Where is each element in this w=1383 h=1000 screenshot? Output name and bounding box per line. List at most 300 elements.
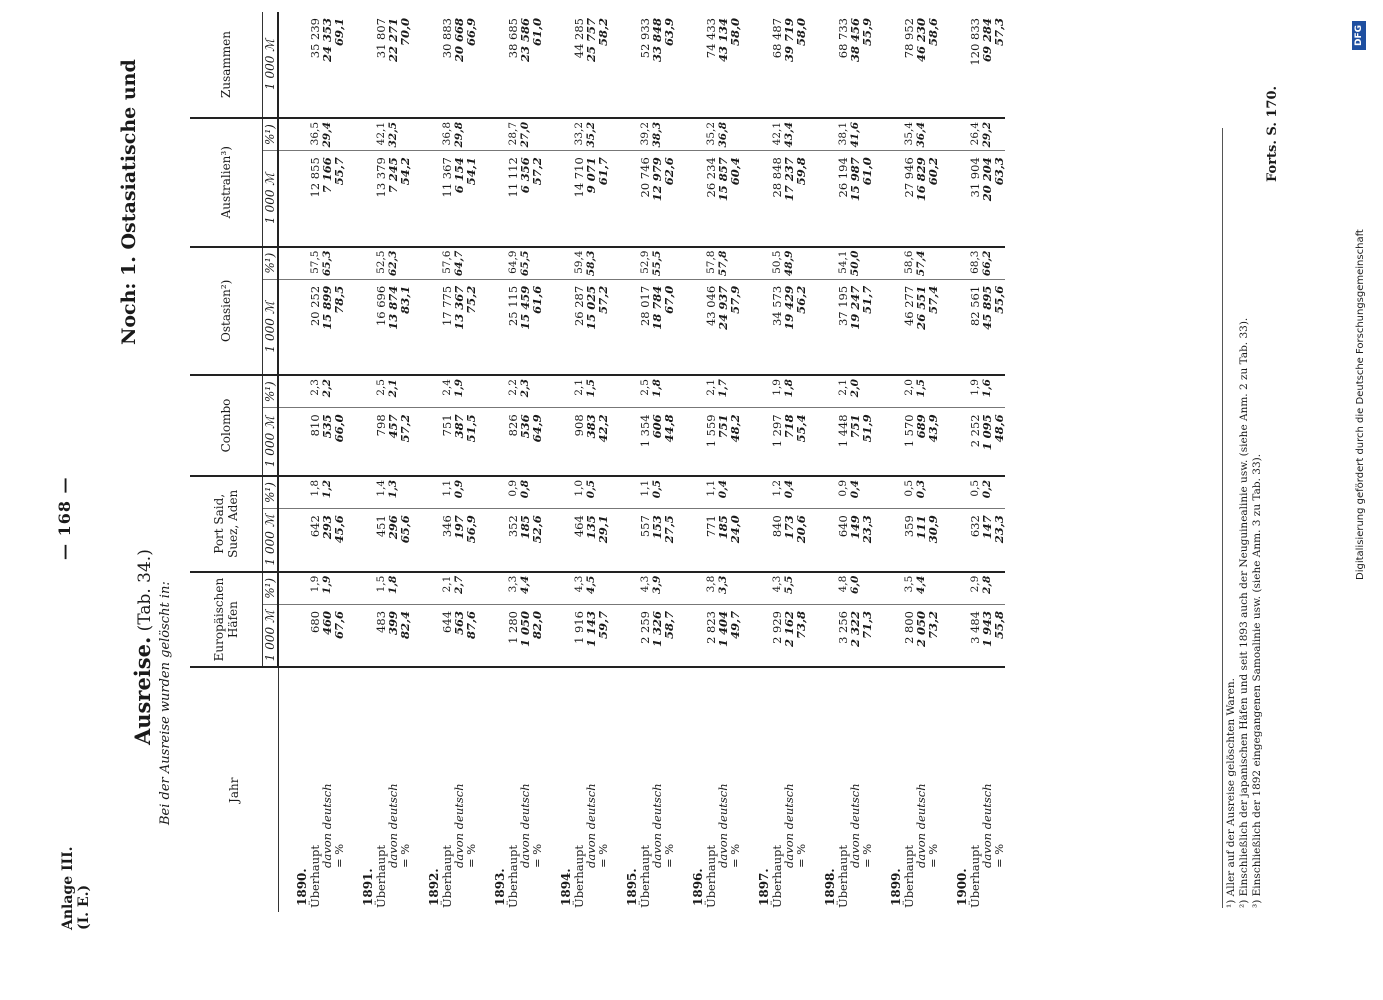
table-cell: 38 685 xyxy=(506,18,520,59)
table-cell: 35 239 xyxy=(308,18,322,59)
appendix-title: Anlage III. xyxy=(60,846,76,930)
table-row-total xyxy=(507,12,519,912)
table-cell: 73,2 xyxy=(927,604,939,667)
table-cell: 35,2 xyxy=(585,118,597,151)
table-cell: 36,8 xyxy=(441,118,453,151)
table-cell: 82 561 xyxy=(969,279,981,375)
subtitle-ref: (Tab. 34.) xyxy=(135,549,155,632)
table-cell: 28,7 xyxy=(507,118,519,151)
table-cell: 20 746 xyxy=(639,151,651,247)
table-cell: 798 xyxy=(375,408,387,476)
table-row-total xyxy=(573,12,585,912)
table-cell xyxy=(531,572,543,605)
table-cell xyxy=(795,247,807,280)
table-cell: 1,8 xyxy=(309,476,321,509)
table-cell: 43 046 xyxy=(705,279,717,375)
col-european-ports: Europäischen Häfen xyxy=(190,572,263,668)
table-cell: 75,2 xyxy=(465,279,477,375)
table-cell: 1,9 xyxy=(453,375,465,408)
table-cell: 58,0 xyxy=(794,18,808,47)
row-label-total: Überhaupt xyxy=(507,668,519,913)
table-cell: 57,3 xyxy=(992,18,1006,47)
table-cell xyxy=(333,247,345,280)
table-cell xyxy=(399,375,411,408)
table-cell: 1,7 xyxy=(717,375,729,408)
table-cell: 57,8 xyxy=(717,247,729,280)
table-cell: 5,5 xyxy=(783,572,795,605)
table-cell: 0,4 xyxy=(717,476,729,509)
table-cell: 11 112 xyxy=(507,151,519,247)
table-cell: 2,0 xyxy=(849,375,861,408)
table-cell: 71,3 xyxy=(861,604,873,667)
unit-value: 1 000 ℳ xyxy=(263,151,279,247)
table-cell xyxy=(729,247,741,280)
table-row-german xyxy=(915,12,927,912)
table-subtitle xyxy=(130,549,155,745)
table-cell xyxy=(531,118,543,151)
table-cell xyxy=(597,572,609,605)
year-label: 1893. xyxy=(477,668,507,913)
table-cell xyxy=(795,118,807,151)
table-row-pct xyxy=(993,12,1005,912)
table-cell: 6 154 xyxy=(453,151,465,247)
row-label-total: Überhaupt xyxy=(705,668,717,913)
table-cell xyxy=(399,476,411,509)
table-cell: 65,6 xyxy=(399,509,411,572)
col-australia: Australien³) xyxy=(190,118,263,247)
table-cell: 840 xyxy=(771,509,783,572)
table-row-german xyxy=(321,12,333,912)
table-cell: 2 800 xyxy=(903,604,915,667)
table-cell: 49,7 xyxy=(729,604,741,667)
table-cell: 1 943 xyxy=(981,604,993,667)
table-cell: 0,2 xyxy=(981,476,993,509)
year-label: 1894. xyxy=(543,668,573,913)
unit-value: 1 000 ℳ xyxy=(263,12,279,118)
table-cell: 2,1 xyxy=(837,375,849,408)
table-cell: 52,9 xyxy=(639,247,651,280)
digitization-note: Digitalisierung gefördert durch die Deutsche Forschungsgemeinschaft xyxy=(1355,229,1366,580)
table-cell: 3,5 xyxy=(903,572,915,605)
table-cell: 346 xyxy=(441,509,453,572)
table-cell: 2 322 xyxy=(849,604,861,667)
row-label-german: davon deutsch xyxy=(717,668,729,913)
table-cell: 54,1 xyxy=(837,247,849,280)
table-cell: 2,7 xyxy=(453,572,465,605)
row-label-pct: = % xyxy=(663,668,675,913)
row-label-total: Überhaupt xyxy=(903,668,915,913)
table-cell: 51,7 xyxy=(861,279,873,375)
table-cell: 2,1 xyxy=(573,375,585,408)
table-cell: 57,6 xyxy=(441,247,453,280)
table-cell: 1 095 xyxy=(981,408,993,476)
unit-value: 1 000 ℳ xyxy=(263,604,279,667)
table-cell: 197 xyxy=(453,509,465,572)
table-row-total xyxy=(837,12,849,912)
table-cell: 39,2 xyxy=(639,118,651,151)
table-cell: 31 904 xyxy=(969,151,981,247)
table-cell: 26,4 xyxy=(969,118,981,151)
table-cell: 48,6 xyxy=(993,408,1005,476)
table-cell xyxy=(531,247,543,280)
table-cell: 52,6 xyxy=(531,509,543,572)
page-number: — 168 — xyxy=(55,476,74,560)
table-cell: 9 071 xyxy=(585,151,597,247)
table-cell: 20 252 xyxy=(309,279,321,375)
table-cell: 63,3 xyxy=(993,151,1005,247)
table-cell: 55,9 xyxy=(860,18,874,47)
table-cell: 0,9 xyxy=(507,476,519,509)
table-cell xyxy=(729,118,741,151)
table-cell: 908 xyxy=(573,408,585,476)
table-cell: 1,1 xyxy=(441,476,453,509)
table-cell: 69 284 xyxy=(980,18,994,63)
row-label-german: davon deutsch xyxy=(783,668,795,913)
table-cell: 6,0 xyxy=(849,572,861,605)
table-cell: 62,6 xyxy=(663,151,675,247)
statistics-table xyxy=(190,12,1005,912)
table-cell: 58,6 xyxy=(926,18,940,47)
table-cell: 57,2 xyxy=(399,408,411,476)
table-cell: 352 xyxy=(507,509,519,572)
table-cell: 2,1 xyxy=(387,375,399,408)
table-cell: 30 883 xyxy=(440,18,454,59)
table-cell: 58,0 xyxy=(728,18,742,47)
table-cell: 0,4 xyxy=(783,476,795,509)
row-label-german: davon deutsch xyxy=(915,668,927,913)
table-cell: 51,5 xyxy=(465,408,477,476)
row-label-total: Überhaupt xyxy=(639,668,651,913)
year-label: 1899. xyxy=(873,668,903,913)
table-cell: 44 285 xyxy=(572,18,586,59)
table-cell: 20 668 xyxy=(452,18,466,63)
table-cell: 3 256 xyxy=(837,604,849,667)
table-cell xyxy=(729,476,741,509)
table-cell: 65,5 xyxy=(519,247,531,280)
table-cell: 43,9 xyxy=(927,408,939,476)
table-cell: 451 xyxy=(375,509,387,572)
table-cell xyxy=(333,118,345,151)
table-cell: 751 xyxy=(849,408,861,476)
table-cell: 24,0 xyxy=(729,509,741,572)
table-cell: 61,0 xyxy=(530,18,544,47)
unit-pct: %¹) xyxy=(263,247,279,280)
table-cell xyxy=(597,247,609,280)
table-cell: 1,5 xyxy=(585,375,597,408)
table-row-pct xyxy=(729,12,741,912)
table-cell: 43,4 xyxy=(783,118,795,151)
table-cell xyxy=(597,118,609,151)
year-label: 1896. xyxy=(675,668,705,913)
table-cell: 78,5 xyxy=(333,279,345,375)
table-row-german xyxy=(387,12,399,912)
table-cell: 1,9 xyxy=(321,572,333,605)
table-cell: 1,1 xyxy=(705,476,717,509)
table-cell: 293 xyxy=(321,509,333,572)
table-cell: 1,9 xyxy=(309,572,321,605)
table-cell: 680 xyxy=(309,604,321,667)
table-cell: 57,2 xyxy=(531,151,543,247)
table-cell xyxy=(333,476,345,509)
table-cell: 66,2 xyxy=(981,247,993,280)
table-cell: 7 166 xyxy=(321,151,333,247)
table-cell: 383 xyxy=(585,408,597,476)
table-cell: 2 259 xyxy=(639,604,651,667)
table-cell: 55,7 xyxy=(333,151,345,247)
table-cell xyxy=(729,572,741,605)
table-cell: 149 xyxy=(849,509,861,572)
table-cell: 68 487 xyxy=(770,18,784,59)
table-cell: 1,8 xyxy=(651,375,663,408)
table-cell: 4,3 xyxy=(771,572,783,605)
table-cell: 44,8 xyxy=(663,408,675,476)
table-cell: 1,2 xyxy=(771,476,783,509)
table-cell: 1 143 xyxy=(585,604,597,667)
table-cell: 57,2 xyxy=(597,279,609,375)
table-cell: 3 484 xyxy=(969,604,981,667)
table-row-total xyxy=(969,12,981,912)
year-label: 1898. xyxy=(807,668,837,913)
table-cell xyxy=(927,118,939,151)
table-cell: 58,3 xyxy=(585,247,597,280)
table-cell xyxy=(399,118,411,151)
table-row-german xyxy=(453,12,465,912)
table-cell: 0,9 xyxy=(837,476,849,509)
table-cell: 27,5 xyxy=(663,509,675,572)
table-cell xyxy=(531,375,543,408)
table-cell: 39 719 xyxy=(782,18,796,63)
table-cell: 63,9 xyxy=(662,18,676,47)
table-cell: 557 xyxy=(639,509,651,572)
table-cell xyxy=(465,118,477,151)
table-cell: 16 829 xyxy=(915,151,927,247)
table-cell: 29,4 xyxy=(321,118,333,151)
table-cell xyxy=(465,375,477,408)
table-cell: 32,5 xyxy=(387,118,399,151)
table-cell: 43 134 xyxy=(716,18,730,63)
table-cell xyxy=(795,375,807,408)
table-cell: 28 017 xyxy=(639,279,651,375)
table-cell: 185 xyxy=(519,509,531,572)
table-cell: 55,8 xyxy=(993,604,1005,667)
table-cell: 24 353 xyxy=(320,18,334,63)
table-cell: 24 937 xyxy=(717,279,729,375)
table-cell: 460 xyxy=(321,604,333,667)
table-cell: 718 xyxy=(783,408,795,476)
row-label-total: Überhaupt xyxy=(771,668,783,913)
table-cell: 1 916 xyxy=(573,604,585,667)
table-cell: 1,1 xyxy=(639,476,651,509)
table-cell: 535 xyxy=(321,408,333,476)
table-cell: 52,5 xyxy=(375,247,387,280)
row-label-pct: = % xyxy=(729,668,741,913)
table-cell: 3,8 xyxy=(705,572,717,605)
table-cell: 36,4 xyxy=(915,118,927,151)
table-cell: 1,4 xyxy=(375,476,387,509)
table-cell: 751 xyxy=(717,408,729,476)
table-cell: 457 xyxy=(387,408,399,476)
table-cell xyxy=(993,247,1005,280)
unit-value: 1 000 ℳ xyxy=(263,509,279,572)
table-cell: 57,9 xyxy=(729,279,741,375)
table-cell: 28 848 xyxy=(771,151,783,247)
table-cell: 185 xyxy=(717,509,729,572)
table-cell: 45 895 xyxy=(981,279,993,375)
table-row-pct xyxy=(663,12,675,912)
table-cell xyxy=(597,375,609,408)
col-colombo: Colombo xyxy=(190,375,263,476)
table-cell: 50,5 xyxy=(771,247,783,280)
table-cell: 0,5 xyxy=(903,476,915,509)
year-label: 1890. xyxy=(278,668,309,913)
year-label: 1892. xyxy=(411,668,441,913)
table-cell: 359 xyxy=(903,509,915,572)
table-cell: 4,4 xyxy=(519,572,531,605)
year-label: 1895. xyxy=(609,668,639,913)
table-cell: 55,4 xyxy=(795,408,807,476)
table-cell: 31 807 xyxy=(374,18,388,59)
table-cell xyxy=(927,476,939,509)
table-cell: 46 277 xyxy=(903,279,915,375)
table-cell: 2,3 xyxy=(519,375,531,408)
table-cell xyxy=(795,476,807,509)
table-row-pct xyxy=(597,12,609,912)
table-cell: 2,2 xyxy=(321,375,333,408)
table-cell: 644 xyxy=(441,604,453,667)
table-cell: 64,9 xyxy=(507,247,519,280)
table-cell: 15 857 xyxy=(717,151,729,247)
table-cell xyxy=(993,375,1005,408)
table-cell: 42,2 xyxy=(597,408,609,476)
table-row-total xyxy=(771,12,783,912)
table-cell xyxy=(993,118,1005,151)
table-cell: 1,8 xyxy=(387,572,399,605)
row-label-total: Überhaupt xyxy=(309,668,321,913)
table-cell: 67,6 xyxy=(333,604,345,667)
table-cell: 483 xyxy=(375,604,387,667)
table-cell: 1 448 xyxy=(837,408,849,476)
table-cell xyxy=(861,118,873,151)
table-cell: 66,9 xyxy=(464,18,478,47)
table-cell: 45,6 xyxy=(333,509,345,572)
table-row-pct xyxy=(465,12,477,912)
table-cell: 56,9 xyxy=(465,509,477,572)
table-cell: 56,2 xyxy=(795,279,807,375)
year-label: 1900. xyxy=(939,668,969,913)
table-cell: 23,3 xyxy=(861,509,873,572)
table-cell: 46 230 xyxy=(914,18,928,63)
table-row-total xyxy=(375,12,387,912)
row-label-pct: = % xyxy=(531,668,543,913)
table-cell: 111 xyxy=(915,509,927,572)
footnotes xyxy=(1222,128,1264,908)
row-label-pct: = % xyxy=(597,668,609,913)
table-cell: 689 xyxy=(915,408,927,476)
table-cell: 2,2 xyxy=(507,375,519,408)
table-cell xyxy=(861,247,873,280)
table-cell: 2,5 xyxy=(375,375,387,408)
table-cell: 33,2 xyxy=(573,118,585,151)
table-cell: 38,1 xyxy=(837,118,849,151)
table-cell xyxy=(399,247,411,280)
table-cell: 59,8 xyxy=(795,151,807,247)
row-label-german: davon deutsch xyxy=(849,668,861,913)
table-cell: 2,4 xyxy=(441,375,453,408)
table-cell: 19 429 xyxy=(783,279,795,375)
year-header: Jahr xyxy=(190,668,278,913)
row-label-total: Überhaupt xyxy=(573,668,585,913)
table-cell: 7 245 xyxy=(387,151,399,247)
row-label-german: davon deutsch xyxy=(585,668,597,913)
table-cell: 1,3 xyxy=(387,476,399,509)
row-label-german: davon deutsch xyxy=(519,668,531,913)
table-cell: 54,1 xyxy=(465,151,477,247)
table-cell xyxy=(729,375,741,408)
table-cell: 606 xyxy=(651,408,663,476)
subtitle-main: Ausreise. xyxy=(130,636,155,745)
row-label-german: davon deutsch xyxy=(453,668,465,913)
table-cell: 2,9 xyxy=(969,572,981,605)
table-cell: 751 xyxy=(441,408,453,476)
table-cell: 12 855 xyxy=(309,151,321,247)
table-cell: 2,1 xyxy=(705,375,717,408)
table-cell xyxy=(927,247,939,280)
table-cell: 642 xyxy=(309,509,321,572)
table-cell: 51,9 xyxy=(861,408,873,476)
table-cell xyxy=(861,476,873,509)
table-cell: 2,0 xyxy=(903,375,915,408)
row-label-german: davon deutsch xyxy=(321,668,333,913)
row-label-pct: = % xyxy=(333,668,345,913)
table-cell: 13 367 xyxy=(453,279,465,375)
dfg-logo: DFG xyxy=(1352,21,1366,50)
table-cell: 62,3 xyxy=(387,247,399,280)
footnote-3: ³) Einschließlich der 1892 eingegangenen Samoalinie usw. (siehe Anm. 3 zu Tab. 33). xyxy=(1251,453,1263,908)
table-row-german xyxy=(849,12,861,912)
table-intro: Bei der Ausreise wurden gelöscht in: xyxy=(158,581,173,825)
table-cell: 15 987 xyxy=(849,151,861,247)
table-cell: 34 573 xyxy=(771,279,783,375)
table-cell: 120 833 xyxy=(968,18,982,66)
table-cell: 0,5 xyxy=(585,476,597,509)
table-cell xyxy=(927,375,939,408)
table-cell: 632 xyxy=(969,509,981,572)
table-cell: 35,2 xyxy=(705,118,717,151)
table-cell: 36,5 xyxy=(309,118,321,151)
row-label-total: Überhaupt xyxy=(375,668,387,913)
page-heading: Noch: 1. Ostasiatische und xyxy=(118,59,140,345)
table-cell xyxy=(861,572,873,605)
table-cell: 0,9 xyxy=(453,476,465,509)
table-cell: 640 xyxy=(837,509,849,572)
table-cell xyxy=(531,476,543,509)
table-cell: 2 050 xyxy=(915,604,927,667)
unit-pct: %¹) xyxy=(263,572,279,605)
table-cell: 27,0 xyxy=(519,118,531,151)
table-cell: 58,2 xyxy=(596,18,610,47)
table-cell: 2 929 xyxy=(771,604,783,667)
table-cell: 57,4 xyxy=(927,279,939,375)
continued-note: Forts. S. 170. xyxy=(1265,85,1280,182)
table-row-german xyxy=(651,12,663,912)
row-label-german: davon deutsch xyxy=(981,668,993,913)
table-cell: 23,3 xyxy=(993,509,1005,572)
table-cell: 38 456 xyxy=(848,18,862,63)
year-label: 1891. xyxy=(345,668,375,913)
table-cell: 0,5 xyxy=(651,476,663,509)
table-cell: 296 xyxy=(387,509,399,572)
appendix-label xyxy=(60,846,92,930)
